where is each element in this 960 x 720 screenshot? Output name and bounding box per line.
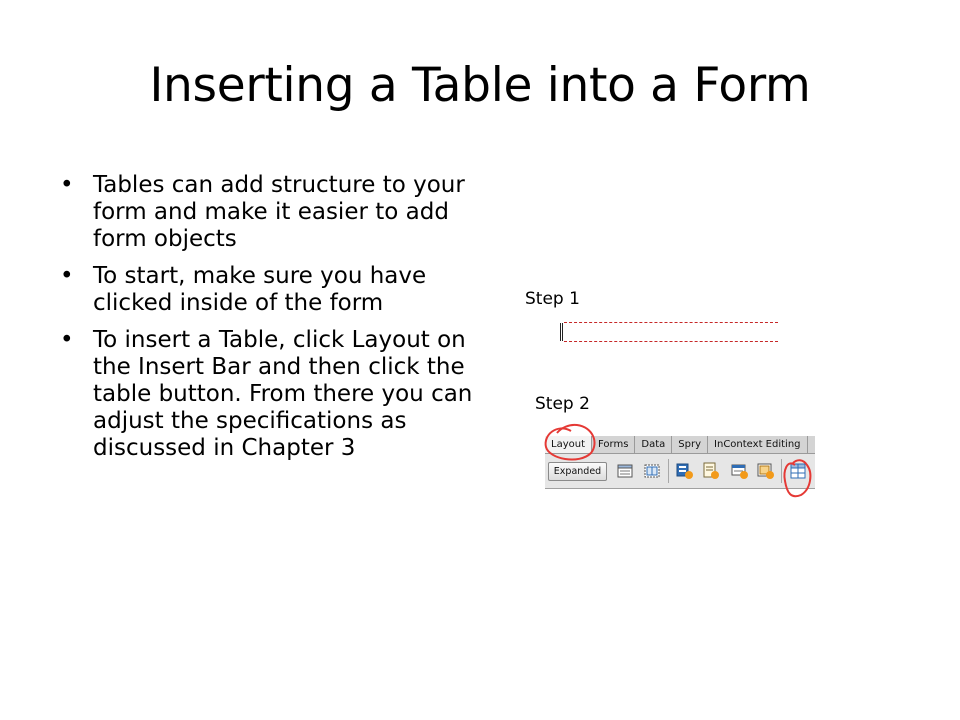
bullet-text: To start, make sure you have clicked inside of the form <box>93 263 427 316</box>
bullet-dot-icon: • <box>60 172 74 198</box>
draw-ap-div-icon[interactable] <box>702 462 720 480</box>
step-1-label: Step 1 <box>525 289 580 309</box>
tab-spry[interactable]: Spry <box>672 436 708 453</box>
tab-data[interactable]: Data <box>635 436 672 453</box>
form-outline[interactable] <box>564 322 778 342</box>
toolbar-separator <box>668 459 669 483</box>
insert-bar-tabs <box>545 436 815 454</box>
spry-menu-bar-icon[interactable] <box>731 462 749 480</box>
bullet-text: To insert a Table, click Layout on the Insert Bar and then click the table button. From there you can adjust the specifications as discussed in Chapter 3 <box>93 327 473 461</box>
slide-title: Inserting a Table into a Form <box>149 58 811 113</box>
text-cursor-icon <box>560 323 563 341</box>
bullet-item <box>58 172 478 253</box>
step-2-label: Step 2 <box>535 394 590 414</box>
tab-layout[interactable]: Layout <box>545 436 592 453</box>
bullet-dot-icon: • <box>60 263 74 289</box>
bullet-dot-icon: • <box>60 327 74 353</box>
toolbar-separator <box>781 459 782 483</box>
bullet-item <box>58 327 478 462</box>
insert-bar-toolbar <box>545 455 815 487</box>
insert-div-tag-icon[interactable] <box>676 462 694 480</box>
spry-tabbed-panels-icon[interactable] <box>757 462 775 480</box>
tab-forms[interactable]: Forms <box>592 436 635 453</box>
mode-dropdown[interactable]: Expanded <box>548 462 607 481</box>
bullet-text: Tables can add structure to your form and make it easier to add form objects <box>93 172 465 252</box>
expanded-table-icon[interactable] <box>643 462 661 480</box>
standard-mode-icon[interactable] <box>616 462 634 480</box>
table-icon[interactable] <box>789 462 807 480</box>
bullet-list <box>58 172 478 472</box>
insert-bar <box>545 436 815 489</box>
tab-incontext-editing[interactable]: InContext Editing <box>708 436 807 453</box>
bullet-item <box>58 263 478 317</box>
